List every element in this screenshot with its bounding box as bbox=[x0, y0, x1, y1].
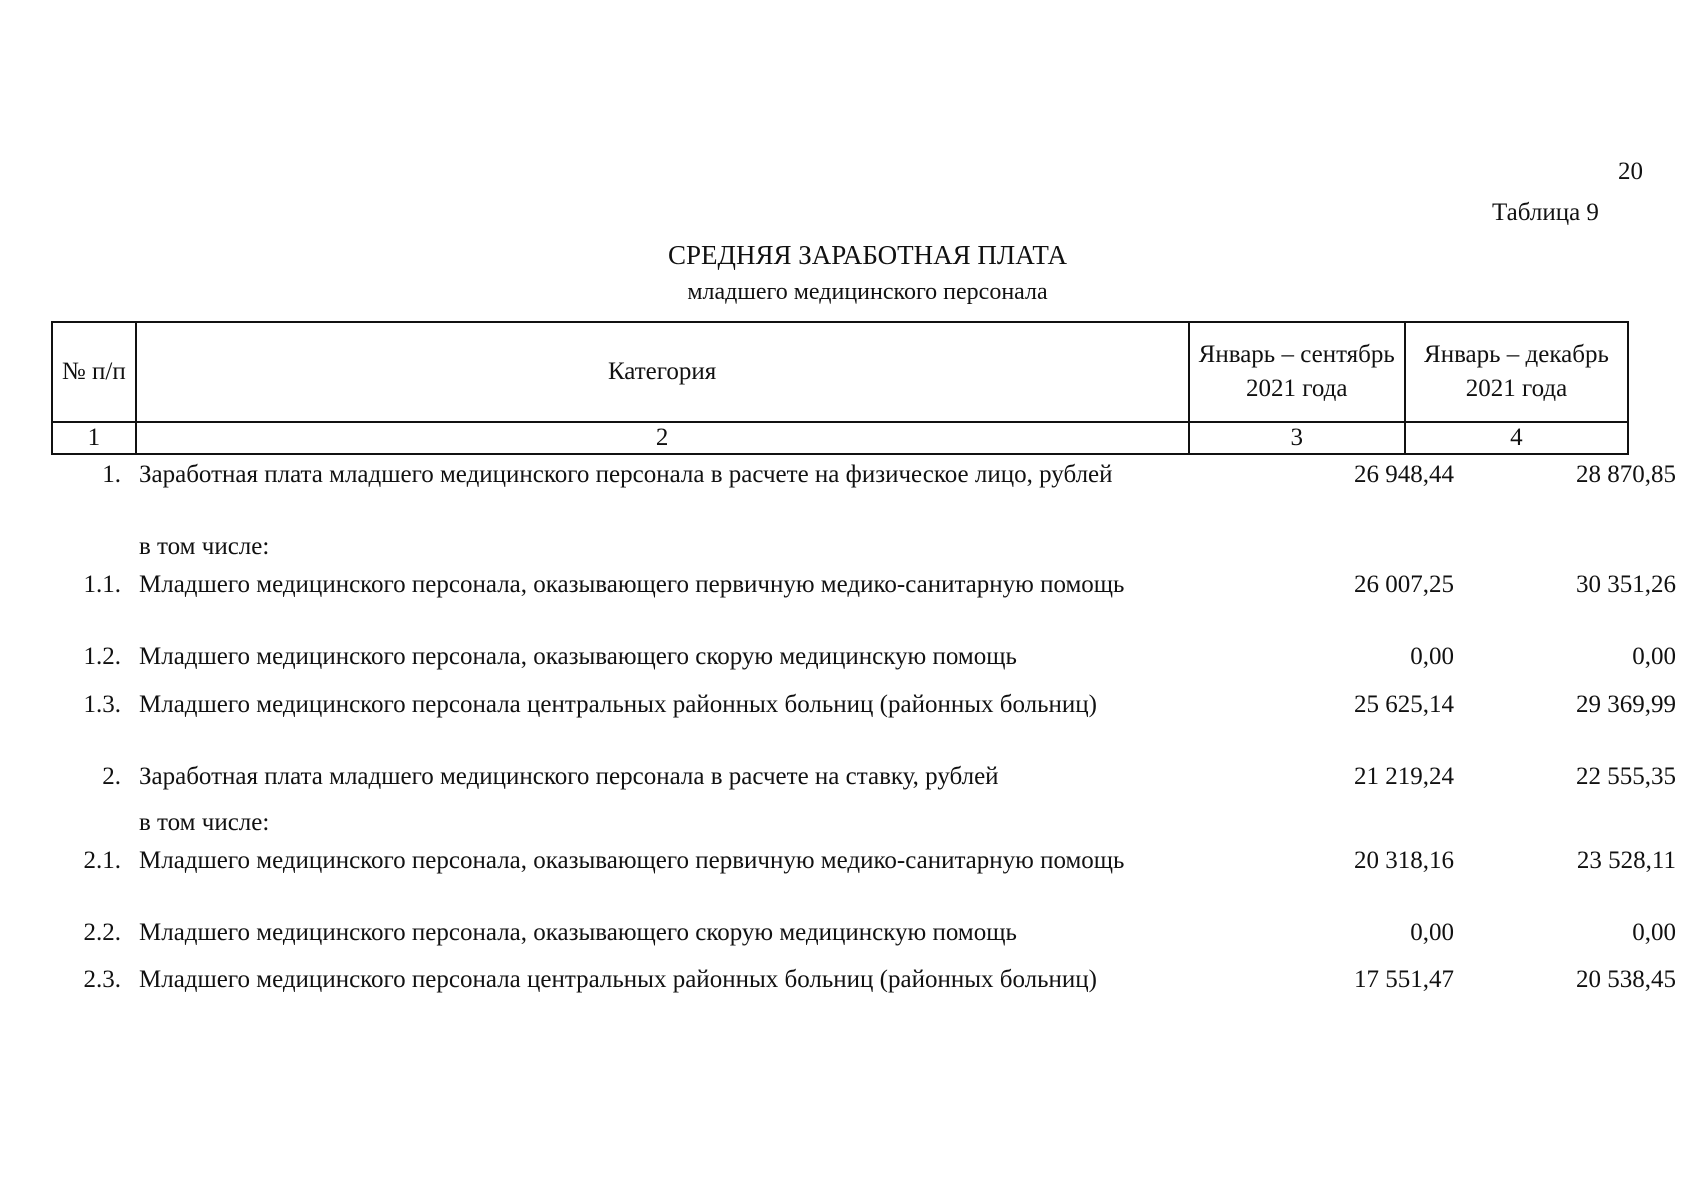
row-category: Младшего медицинского персонала, оказывающего скорую медицинскую помощь bbox=[139, 643, 1017, 670]
header-jan-dec: Январь – декабрь 2021 года bbox=[1405, 322, 1628, 422]
row-number: 2.3. bbox=[83, 966, 121, 993]
row-value-jan-dec: 28 870,85 bbox=[1576, 461, 1676, 488]
row-category: Младшего медицинского персонала, оказывающего скорую медицинскую помощь bbox=[139, 919, 1017, 946]
row-category: Заработная плата младшего медицинского персонала в расчете на ставку, рублей bbox=[139, 763, 999, 790]
row-value-jan-sep: 0,00 bbox=[1410, 643, 1454, 670]
row-value-jan-dec: 29 369,99 bbox=[1576, 691, 1676, 718]
including-note: в том числе: bbox=[139, 809, 270, 836]
row-category: Младшего медицинского персонала, оказывающего первичную медико-санитарную помощь bbox=[139, 571, 1125, 598]
row-number: 1.1. bbox=[83, 571, 121, 598]
including-note: в том числе: bbox=[139, 533, 270, 560]
row-number: 2.1. bbox=[83, 847, 121, 874]
row-value-jan-sep: 20 318,16 bbox=[1354, 847, 1454, 874]
header-category: Категория bbox=[136, 322, 1189, 422]
row-value-jan-sep: 17 551,47 bbox=[1354, 966, 1454, 993]
row-category: Младшего медицинского персонала, оказывающего первичную медико-санитарную помощь bbox=[139, 847, 1125, 874]
table-row bbox=[51, 458, 1676, 528]
row-value-jan-dec: 20 538,45 bbox=[1576, 966, 1676, 993]
column-number-3: 3 bbox=[1189, 422, 1405, 454]
header-jan-sep: Январь – сентябрь 2021 года bbox=[1189, 322, 1405, 422]
row-number: 1.3. bbox=[83, 691, 121, 718]
table-row bbox=[51, 568, 1676, 638]
table-row bbox=[51, 963, 1676, 1033]
row-number: 2. bbox=[102, 763, 121, 790]
row-value-jan-dec: 23 528,11 bbox=[1576, 847, 1676, 874]
row-value-jan-dec: 22 555,35 bbox=[1576, 763, 1676, 790]
page-number: 20 bbox=[1618, 158, 1643, 185]
row-value-jan-sep: 0,00 bbox=[1410, 919, 1454, 946]
row-value-jan-dec: 30 351,26 bbox=[1576, 571, 1676, 598]
column-number-2: 2 bbox=[136, 422, 1189, 454]
table-row bbox=[51, 916, 1676, 952]
row-number: 1.2. bbox=[83, 643, 121, 670]
column-number-row bbox=[52, 422, 1628, 454]
row-value-jan-sep: 26 007,25 bbox=[1354, 571, 1454, 598]
row-value-jan-sep: 26 948,44 bbox=[1354, 461, 1454, 488]
table-header bbox=[51, 321, 1629, 455]
row-value-jan-sep: 21 219,24 bbox=[1354, 763, 1454, 790]
row-category: Младшего медицинского персонала центральных районных больниц (районных больниц) bbox=[139, 966, 1097, 993]
page-title: СРЕДНЯЯ ЗАРАБОТНАЯ ПЛАТА bbox=[668, 240, 1067, 270]
row-number: 1. bbox=[102, 461, 121, 488]
table-row bbox=[51, 760, 1676, 796]
table-row bbox=[51, 844, 1676, 914]
row-category: Заработная плата младшего медицинского персонала в расчете на физическое лицо, рублей bbox=[139, 461, 1113, 488]
column-number-1: 1 bbox=[52, 422, 136, 454]
column-number-4: 4 bbox=[1405, 422, 1628, 454]
table-label: Таблица 9 bbox=[1492, 199, 1599, 226]
row-value-jan-dec: 0,00 bbox=[1632, 919, 1676, 946]
table-row bbox=[51, 688, 1676, 758]
row-value-jan-dec: 0,00 bbox=[1632, 643, 1676, 670]
row-category: Младшего медицинского персонала центральных районных больниц (районных больниц) bbox=[139, 691, 1097, 718]
page-subtitle: младшего медицинского персонала bbox=[687, 279, 1048, 305]
row-number: 2.2. bbox=[83, 919, 121, 946]
header-number: № п/п bbox=[52, 322, 136, 422]
header-row bbox=[52, 322, 1628, 422]
row-value-jan-sep: 25 625,14 bbox=[1354, 691, 1454, 718]
table-row bbox=[51, 640, 1676, 676]
